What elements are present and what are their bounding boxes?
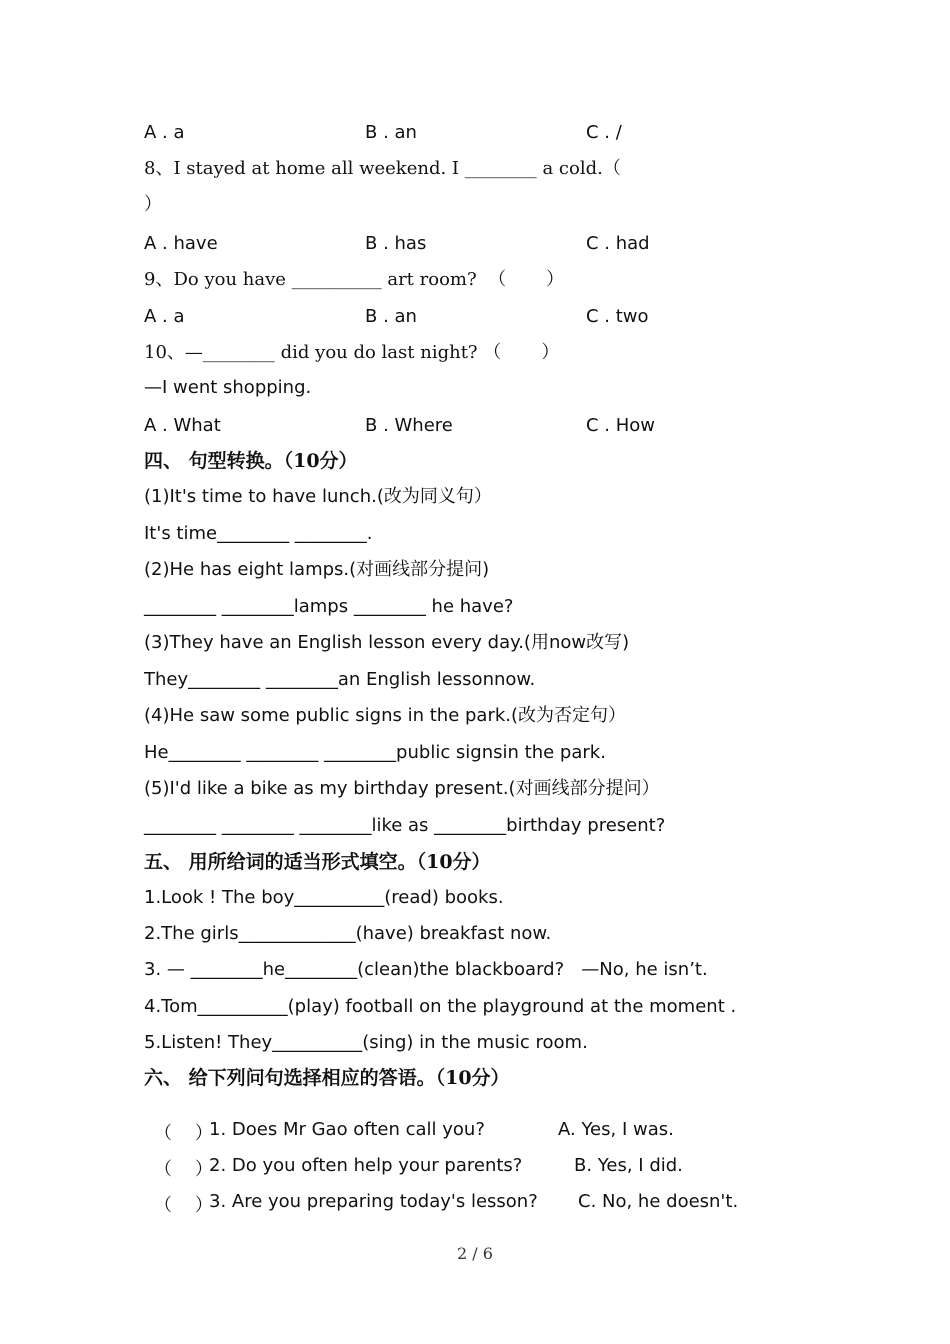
section5-line: 4.Tom__________(play) football on the playground at the moment . [144, 996, 737, 1017]
q9-option-b: B . an [365, 306, 417, 327]
answer-blank: （ ） [154, 1123, 213, 1144]
q8-option-a: A . have [144, 233, 218, 254]
answer-blank: （ ） [154, 1159, 213, 1180]
section4-line: ________ ________ ________like as ________birthday present? [144, 815, 666, 836]
q8-option-c: C . had [586, 233, 650, 254]
q10-reply: —I went shopping. [144, 377, 312, 398]
section4-line: He________ ________ ________public signsin the park. [144, 742, 606, 763]
section4-line: (1)It's time to have lunch.(改为同义句） [144, 486, 492, 507]
match-question: 3. Are you preparing today's lesson? [209, 1191, 538, 1212]
section4-line: ________ ________lamps ________ he have? [144, 596, 514, 617]
page-number: 2 / 6 [457, 1244, 493, 1263]
q7-option-a: A . a [144, 122, 185, 143]
section4-line: (4)He saw some public signs in the park.(改为否定句） [144, 705, 627, 726]
q8-stem-continued: ） [144, 194, 162, 215]
q9-option-a: A . a [144, 306, 185, 327]
section5-line: 3. — ________he________(clean)the blackboard? —No, he isn’t. [144, 959, 708, 980]
match-answer: C. No, he doesn't. [578, 1191, 739, 1212]
q10-option-c: C . How [586, 415, 656, 436]
q10-option-b: B . Where [365, 415, 453, 436]
match-answer: B. Yes, I did. [574, 1155, 683, 1176]
match-answer: A. Yes, I was. [558, 1119, 674, 1140]
section4-heading: 四、 句型转换。（10分） [144, 450, 358, 472]
q10-stem: 10、—________ did you do last night? （ ） [144, 342, 560, 363]
section5-line: 2.The girls_____________(have) breakfast now. [144, 923, 552, 944]
section5-line: 1.Look ! The boy__________(read) books. [144, 887, 504, 908]
answer-blank: （ ） [154, 1195, 213, 1216]
match-question: 2. Do you often help your parents? [209, 1155, 523, 1176]
q9-stem: 9、Do you have __________ art room? （ ） [144, 269, 565, 290]
section5-heading: 五、 用所给词的适当形式填空。（10分） [144, 851, 491, 873]
section4-line: (3)They have an English lesson every day.(用now改写) [144, 632, 630, 653]
match-question: 1. Does Mr Gao often call you? [209, 1119, 485, 1140]
q7-option-b: B . an [365, 122, 417, 143]
section4-line: (2)He has eight lamps.(对画线部分提问) [144, 559, 490, 580]
q8-stem: 8、I stayed at home all weekend. I ________ a cold.（ [144, 158, 621, 179]
section4-line: It's time________ ________. [144, 523, 373, 544]
q7-option-c: C . / [586, 122, 622, 143]
q8-option-b: B . has [365, 233, 427, 254]
section4-line: (5)I'd like a bike as my birthday present.(对画线部分提问） [144, 778, 660, 799]
q10-option-a: A . What [144, 415, 221, 436]
section6-heading: 六、 给下列问句选择相应的答语。（10分） [144, 1067, 510, 1089]
q9-option-c: C . two [586, 306, 649, 327]
section5-line: 5.Listen! They__________(sing) in the music room. [144, 1032, 588, 1053]
section4-line: They________ ________an English lessonnow. [144, 669, 536, 690]
